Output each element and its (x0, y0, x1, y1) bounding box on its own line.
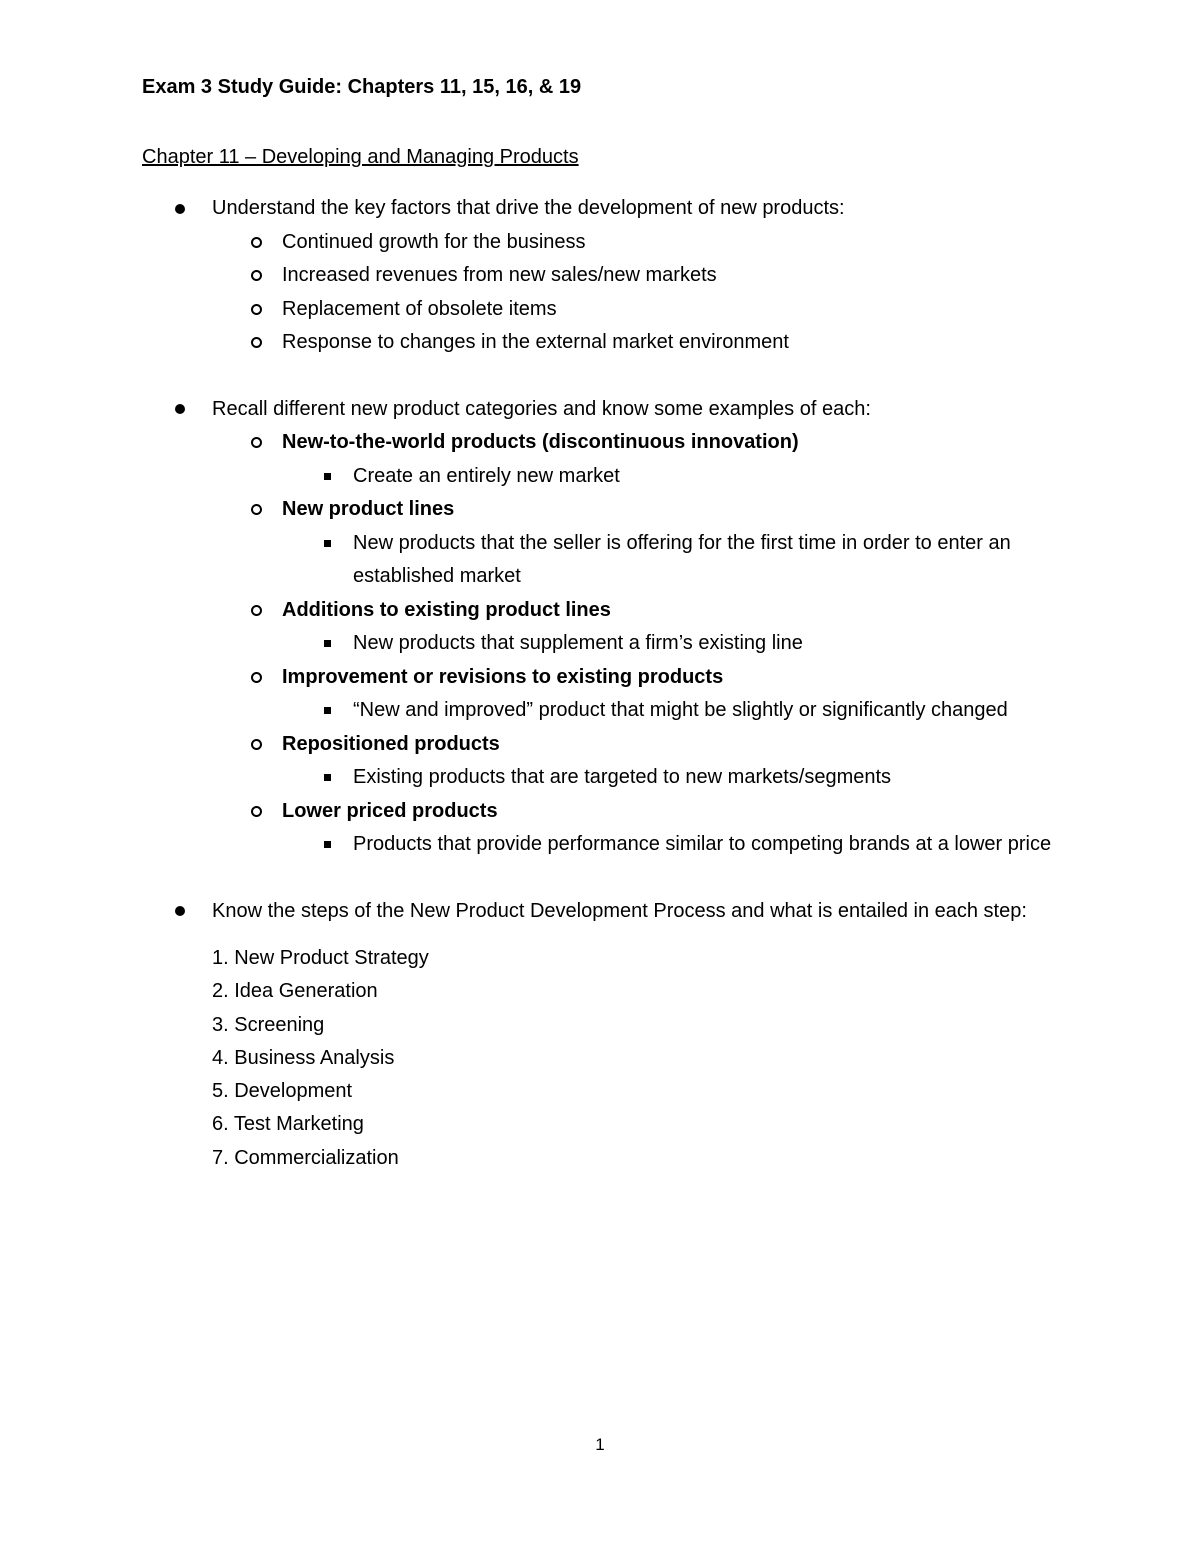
category-detail: New products that supplement a firm’s existing line (353, 632, 803, 654)
category-detail: “New and improved” product that might be slightly or significantly changed (353, 699, 1008, 721)
list-item (142, 326, 1062, 360)
chapter-heading: Chapter 11 – Developing and Managing Products (142, 146, 579, 168)
bullet-icon (172, 895, 188, 929)
circle-bullet-icon (248, 226, 264, 260)
list-item (142, 895, 1062, 929)
process-step: 2. Idea Generation (212, 980, 378, 1003)
process-step: 3. Screening (212, 1013, 325, 1036)
document-title: Exam 3 Study Guide: Chapters 11, 15, 16, & 19 (142, 76, 582, 98)
list-item (142, 694, 1062, 728)
category-detail: Existing products that are targeted to new markets/segments (353, 766, 892, 788)
category-name: Lower priced products (282, 799, 498, 822)
circle-bullet-icon (248, 661, 264, 695)
section-product-categories (142, 393, 1062, 862)
category-detail: New products that the seller is offering for the first time in order to enter an established market (353, 531, 1011, 587)
category-name: New product lines (282, 498, 455, 520)
category-name: Improvement or revisions to existing products (282, 665, 724, 688)
list-item (142, 828, 1062, 862)
circle-bullet-icon (248, 594, 264, 628)
square-bullet-icon (319, 627, 335, 661)
square-bullet-icon (319, 694, 335, 728)
list-item (142, 795, 1062, 829)
process-step: 6. Test Marketing (212, 1113, 364, 1136)
circle-bullet-icon (248, 426, 264, 460)
list-item (142, 226, 1062, 260)
section-development-process (142, 895, 1062, 1176)
circle-bullet-icon (248, 326, 264, 360)
process-steps (142, 942, 1062, 1175)
list-item (142, 259, 1062, 293)
list-item (142, 627, 1062, 661)
document-content (142, 192, 1062, 1208)
section-key-factors (142, 192, 1062, 360)
section-prompt: Know the steps of the New Product Development Process and what is entailed in each step: (212, 899, 1027, 922)
bullet-icon (172, 192, 188, 226)
circle-bullet-icon (248, 795, 264, 829)
section-prompt: Understand the key factors that drive the development of new products: (212, 197, 845, 219)
square-bullet-icon (319, 828, 335, 862)
list-item (142, 192, 1062, 226)
list-item (142, 661, 1062, 695)
category-detail: Create an entirely new market (353, 464, 620, 487)
process-step: 4. Business Analysis (212, 1046, 395, 1069)
process-step: 1. New Product Strategy (212, 947, 429, 969)
process-step: 7. Commercialization (212, 1146, 399, 1169)
list-item (142, 594, 1062, 628)
list-item (142, 460, 1062, 494)
list-item (142, 293, 1062, 327)
list-item (142, 493, 1062, 527)
square-bullet-icon (319, 527, 335, 561)
square-bullet-icon (319, 761, 335, 795)
list-item (142, 761, 1062, 795)
list-item (142, 393, 1062, 427)
circle-bullet-icon (248, 493, 264, 527)
circle-bullet-icon (248, 293, 264, 327)
bullet-icon (172, 393, 188, 427)
list-item (142, 426, 1062, 460)
factor-item: Continued growth for the business (282, 230, 586, 253)
square-bullet-icon (319, 460, 335, 494)
category-name: Repositioned products (282, 732, 500, 755)
factor-item: Replacement of obsolete items (282, 297, 557, 320)
circle-bullet-icon (248, 259, 264, 293)
list-item (142, 728, 1062, 762)
circle-bullet-icon (248, 728, 264, 762)
list-item (142, 527, 1062, 594)
category-name: New-to-the-world products (discontinuous innovation) (282, 431, 799, 453)
process-step: 5. Development (212, 1080, 353, 1103)
page-number: 1 (595, 1435, 605, 1454)
section-prompt: Recall different new product categories and know some examples of each: (212, 397, 871, 420)
category-name: Additions to existing product lines (282, 598, 611, 621)
category-detail: Products that provide performance similar to competing brands at a lower price (353, 833, 1052, 855)
factor-item: Response to changes in the external market environment (282, 331, 789, 353)
factor-item: Increased revenues from new sales/new markets (282, 264, 717, 286)
